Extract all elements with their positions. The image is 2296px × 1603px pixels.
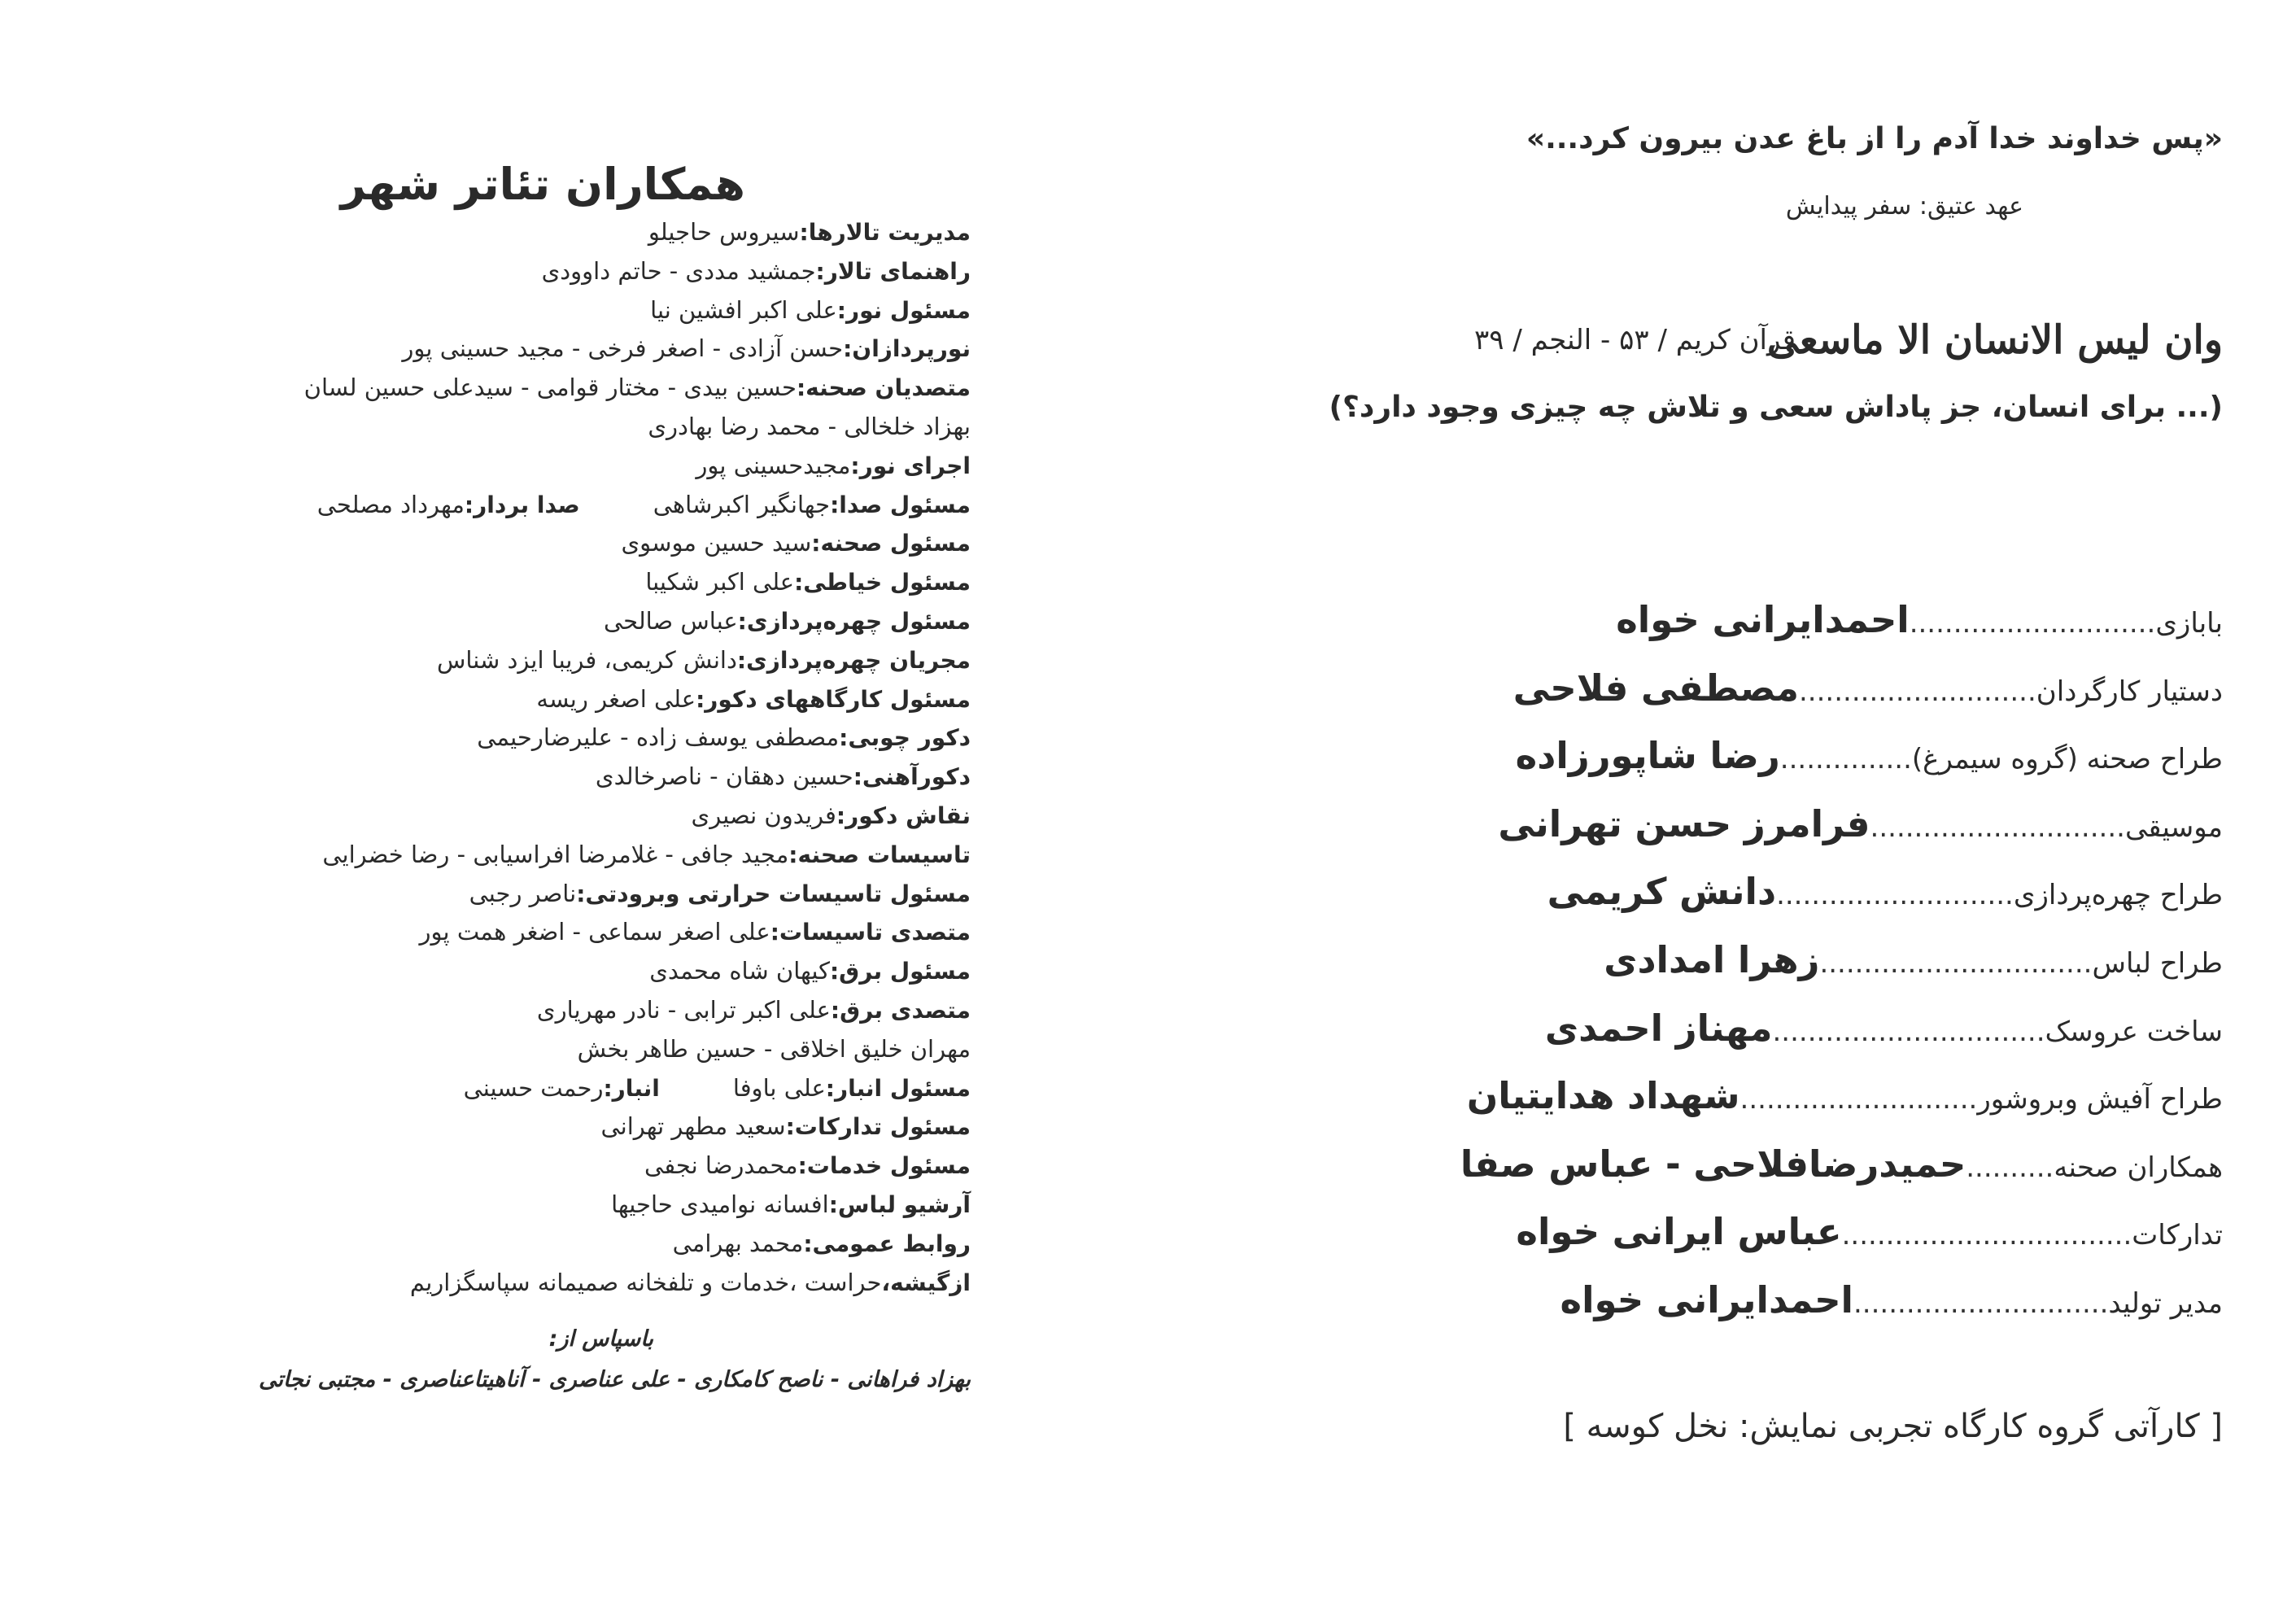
staff-names: رحمت حسینی [463,1073,604,1102]
staff-row [304,447,971,486]
staff-role: مسئول کارگاههای دکور: [696,685,971,713]
staff-names: عباس صالحی [603,606,738,635]
credits-page [1148,0,2296,1603]
staff-names: محمد بهرامی [672,1229,804,1257]
credit-row [1377,654,2223,723]
staff-row [304,486,971,525]
staff-role: انبار: [603,1074,660,1102]
staff-row [304,1030,971,1069]
staff-names: حسین دهقان - ناصرخالدی [595,762,853,791]
credit-leader-dots: ........................... [1739,1083,1978,1116]
staff-row [304,1264,971,1303]
credit-name: زهرا امدادی [1604,937,1820,981]
staff-row [304,758,971,797]
staff-names: فریدون نصیری [691,801,836,829]
epigraph-quote: «پس خداوند خدا آدم را از باغ عدن بیرون کرد...» [1526,122,2223,155]
staff-role: راهنمای تالار: [815,257,971,285]
thanks-heading: باسپاس از: [548,1326,653,1352]
staff-names: دانش کریمی، فریبا ایزد شناس [436,645,737,674]
credit-role: موسیقی [2124,810,2223,844]
staff-role: مسئول چهره‌پردازی: [737,607,971,635]
staff-row [304,291,971,330]
staff-names: حسین بیدی - مختار قوامی - سیدعلی حسین لسان [303,373,797,402]
credit-name: احمدایرانی خواه [1560,1278,1853,1321]
credit-row [1377,1130,2223,1199]
credit-role: ساخت عروسک [2045,1015,2223,1048]
staff-names: جمشید مددی - حاتم داوودی [541,256,816,285]
credit-name: فرامرز حسن تهرانی [1498,802,1870,845]
staff-names: علی باوفا [732,1073,826,1102]
staff-row [304,719,971,758]
credit-role: دستیار کارگردان [2036,675,2223,708]
credit-leader-dots: .......... [1966,1151,2054,1184]
credit-leader-dots: ............... [1779,743,1912,776]
staff-row [304,1107,971,1147]
staff-role: نقاش دکور: [836,802,971,829]
staff-role: مجریان چهره‌پردازی: [736,646,971,674]
credit-name: مهناز احمدی [1544,1006,1773,1050]
staff-names: علی اکبر افشین نیا [650,295,837,324]
staff-row [304,563,971,602]
staff-row [304,252,971,291]
staff-role: مسئول انبار: [825,1074,971,1102]
credit-name: شهداد هدایتیان [1466,1074,1740,1118]
staff-names: حراست ،خدمات و تلفخانه صمیمانه سپاسگزاریم [409,1268,882,1296]
staff-row [304,913,971,952]
staff-title: همکاران تئاتر شهر [340,159,745,210]
staff-row [304,1225,971,1264]
staff-row [304,991,971,1030]
staff-role: مسئول صدا: [830,491,971,518]
staff-names: حسن آزادی - اصغر فرخی - مجید حسینی پور [402,334,844,363]
staff-role: متصدی تاسیسات: [770,919,971,946]
credit-leader-dots: ............................... [1772,1015,2045,1048]
staff-row [304,602,971,641]
credit-leader-dots: ............................... [1819,946,2093,980]
staff-names: مهران خلیق اخلاقی - حسین طاهر بخش [577,1034,971,1063]
credits-list [1377,586,2223,1334]
staff-role: ازگیشه، [881,1269,971,1296]
credit-leader-dots: ............................. [1870,810,2125,844]
quran-verse-row [1409,317,2223,374]
staff-role: نورپردازان: [843,335,971,363]
credit-name: احمدایرانی خواه [1616,598,1910,641]
staff-row [304,213,971,252]
staff-list [304,213,971,1302]
staff-names: سعید مطهر تهرانی [600,1112,786,1141]
staff-role: روابط عمومی: [803,1230,971,1257]
credit-name: عباس ایرانی خواه [1516,1210,1842,1254]
staff-names: سید حسین موسوی [621,529,812,557]
staff-names: سیروس حاجیلو [648,218,800,246]
credit-leader-dots: ........................... [1798,675,2036,708]
staff-names: کیهان شاه محمدی [649,957,830,985]
staff-names: علی اکبر شکیبا [645,568,795,596]
staff-role: متصدی برق: [830,996,971,1024]
staff-names: مصطفی یوسف زاده - علیرضارحیمی [477,723,840,752]
staff-row [304,875,971,914]
credit-row [1377,1266,2223,1334]
credit-role: طراح صحنه (گروه سیمرغ) [1911,743,2223,776]
thanks-names: بهزاد فراهانی - ناصح کامکاری - علی عناصری - آناهیتاعناصری - مجتبی نجاتی [258,1367,971,1392]
staff-role: مسئول نور: [836,296,971,324]
staff-names: علی اصغر سماعی - اضغر همت پور [419,918,770,946]
credit-name: مصطفی فلاحی [1512,666,1799,710]
credit-role: طراح لباس [2092,946,2223,980]
staff-role: مسئول صحنه: [811,530,971,557]
credit-role: مدیر تولید [2108,1286,2223,1320]
staff-role: مسئول تاسیسات حرارتی وبرودتی: [576,880,971,907]
staff-role: تاسیسات صحنه: [788,841,971,868]
credit-name: رضا شاپورزاده [1515,734,1780,778]
staff-names: مجیدحسینی پور [696,451,851,479]
staff-row [304,1147,971,1186]
staff-role: اجرای نور: [850,452,971,479]
staff-row [304,330,971,369]
credit-row [1377,790,2223,858]
credit-row [1377,858,2223,926]
staff-names: محمدرضا نجفی [644,1151,798,1180]
credit-row [1377,926,2223,994]
staff-names: علی اصغر ریسه [536,684,696,713]
staff-row [304,524,971,563]
staff-names: علی اکبر ترابی - نادر مهریاری [536,995,831,1024]
staff-role: آرشیو لباس: [828,1190,971,1218]
staff-names: مجید جافی - غلامرضا افراسیابی - رضا خضرایی [322,840,789,868]
staff-names: جهانگیر اکبرشاهی [653,490,831,518]
staff-row [304,1186,971,1225]
credit-row [1377,1198,2223,1266]
quran-verse-reference: قرآن کریم / ۵۳ - النجم / ۳۹ [1473,324,1796,356]
staff-role: مسئول برق: [829,958,971,985]
credit-role: همکاران صحنه [2054,1151,2223,1184]
credit-row [1377,722,2223,790]
quran-verse: وان لیس الانسان الا ماسعی [1766,317,2223,363]
staff-row [304,1069,971,1108]
staff-role: صدا بردار: [464,491,580,518]
staff-role: دکور چوبی: [839,724,971,752]
staff-row [304,952,971,991]
staff-role: دکورآهنی: [853,763,971,791]
production-line: [ کارآتی گروه کارگاه تجربی نمایش: نخل کوسه ] [1563,1408,2223,1445]
staff-row [304,408,971,447]
staff-row [304,641,971,680]
credit-name: حمیدرضافلاحی - عباس صفا [1460,1142,1966,1186]
staff-role: مسئول خیاطی: [794,569,971,596]
staff-row [304,836,971,875]
staff-row [304,369,971,408]
staff-row [304,680,971,719]
credit-role: طراح آفیش وبروشور [1977,1083,2223,1116]
staff-role: مدیریت تالارها: [799,219,971,246]
staff-names: ناصر رجبی [469,879,577,907]
credit-leader-dots: ................................. [1841,1219,2132,1252]
verse-translation: (... برای انسان، جز پاداش سعی و تلاش چه چیزی وجود دارد؟) [1329,391,2223,424]
staff-role: مسئول تدارکات: [785,1113,971,1141]
credit-role: طراح چهره‌پردازی [2013,879,2223,912]
credit-name: دانش کریمی [1547,870,1777,914]
credit-row [1377,994,2223,1063]
credit-role: بابازی [2155,607,2223,640]
epigraph-source: عهد عتیق: سفر پیدایش [1785,192,2023,221]
staff-names: بهزاد خلخالی - محمد رضا بهادری [648,412,971,440]
credit-role: تدارکات [2132,1219,2223,1252]
staff-names: مهرداد مصلحی [316,490,465,518]
staff-row [304,797,971,836]
staff-role: مسئول خدمات: [797,1152,971,1180]
credit-leader-dots: ........................... [1776,879,2014,912]
credit-leader-dots: ............................. [1853,1286,2109,1320]
credit-leader-dots: ............................ [1909,607,2156,640]
credit-row [1377,586,2223,654]
staff-role: متصدیان صحنه: [796,374,971,402]
staff-names: افسانه نوامیدی حاجیها [611,1190,829,1218]
credit-row [1377,1062,2223,1130]
